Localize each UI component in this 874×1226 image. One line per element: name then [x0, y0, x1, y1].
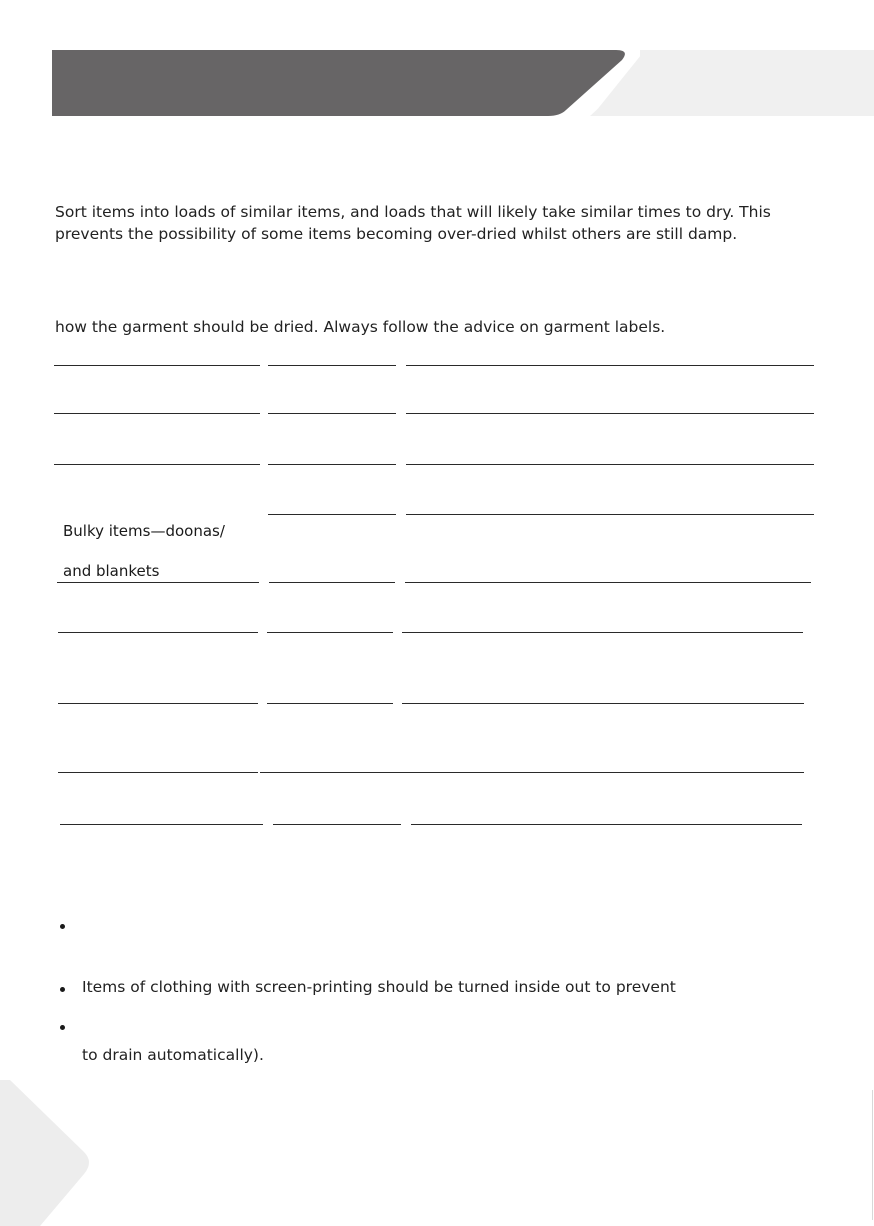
- bullet-icon: [60, 987, 65, 992]
- table-rule: [268, 464, 396, 465]
- table-rule: [402, 772, 804, 773]
- table-rule: [411, 824, 802, 825]
- table-rule: [54, 365, 260, 366]
- table-rule: [267, 703, 393, 704]
- intro-line-1: Sort items into loads of similar items, and loads that will likely take similar times to dry. This: [55, 203, 771, 221]
- bullet-icon: [60, 924, 65, 929]
- table-rule: [268, 413, 396, 414]
- table-rule: [54, 413, 260, 414]
- intro-line-2: prevents the possibility of some items becoming over-dried whilst others are still damp.: [55, 225, 738, 243]
- bullet-text-3-line2: to drain automatically).: [82, 1046, 264, 1064]
- footer-corner-shape: [0, 1080, 89, 1226]
- table-rule: [268, 514, 396, 515]
- table-rule: [402, 703, 804, 704]
- table-rule: [268, 365, 396, 366]
- bullet-text-2: Items of clothing with screen-printing should be turned inside out to prevent: [82, 978, 676, 996]
- table-rule: [267, 632, 393, 633]
- intro-line-3: how the garment should be dried. Always follow the advice on garment labels.: [55, 318, 666, 336]
- table-rule: [57, 582, 259, 583]
- table-rule: [405, 582, 811, 583]
- header-banner: [0, 0, 874, 130]
- table-cell-bulky-items-line1: Bulky items—doonas/: [63, 522, 225, 540]
- table-rule: [60, 824, 263, 825]
- table-rule: [406, 413, 814, 414]
- table-rule: [58, 703, 258, 704]
- table-rule: [406, 365, 814, 366]
- table-rule: [58, 772, 258, 773]
- table-rule: [54, 464, 260, 465]
- table-rule: [260, 772, 402, 773]
- bullet-icon: [60, 1025, 65, 1030]
- table-rule: [269, 582, 395, 583]
- header-banner-shape: [52, 50, 625, 116]
- table-rule: [58, 632, 258, 633]
- footer-corner: [0, 1080, 100, 1226]
- table-rule: [273, 824, 401, 825]
- table-cell-bulky-items-line2: and blankets: [63, 562, 160, 580]
- page-edge: [872, 1090, 873, 1220]
- table-rule: [402, 632, 803, 633]
- table-rule: [406, 464, 814, 465]
- table-rule: [406, 514, 814, 515]
